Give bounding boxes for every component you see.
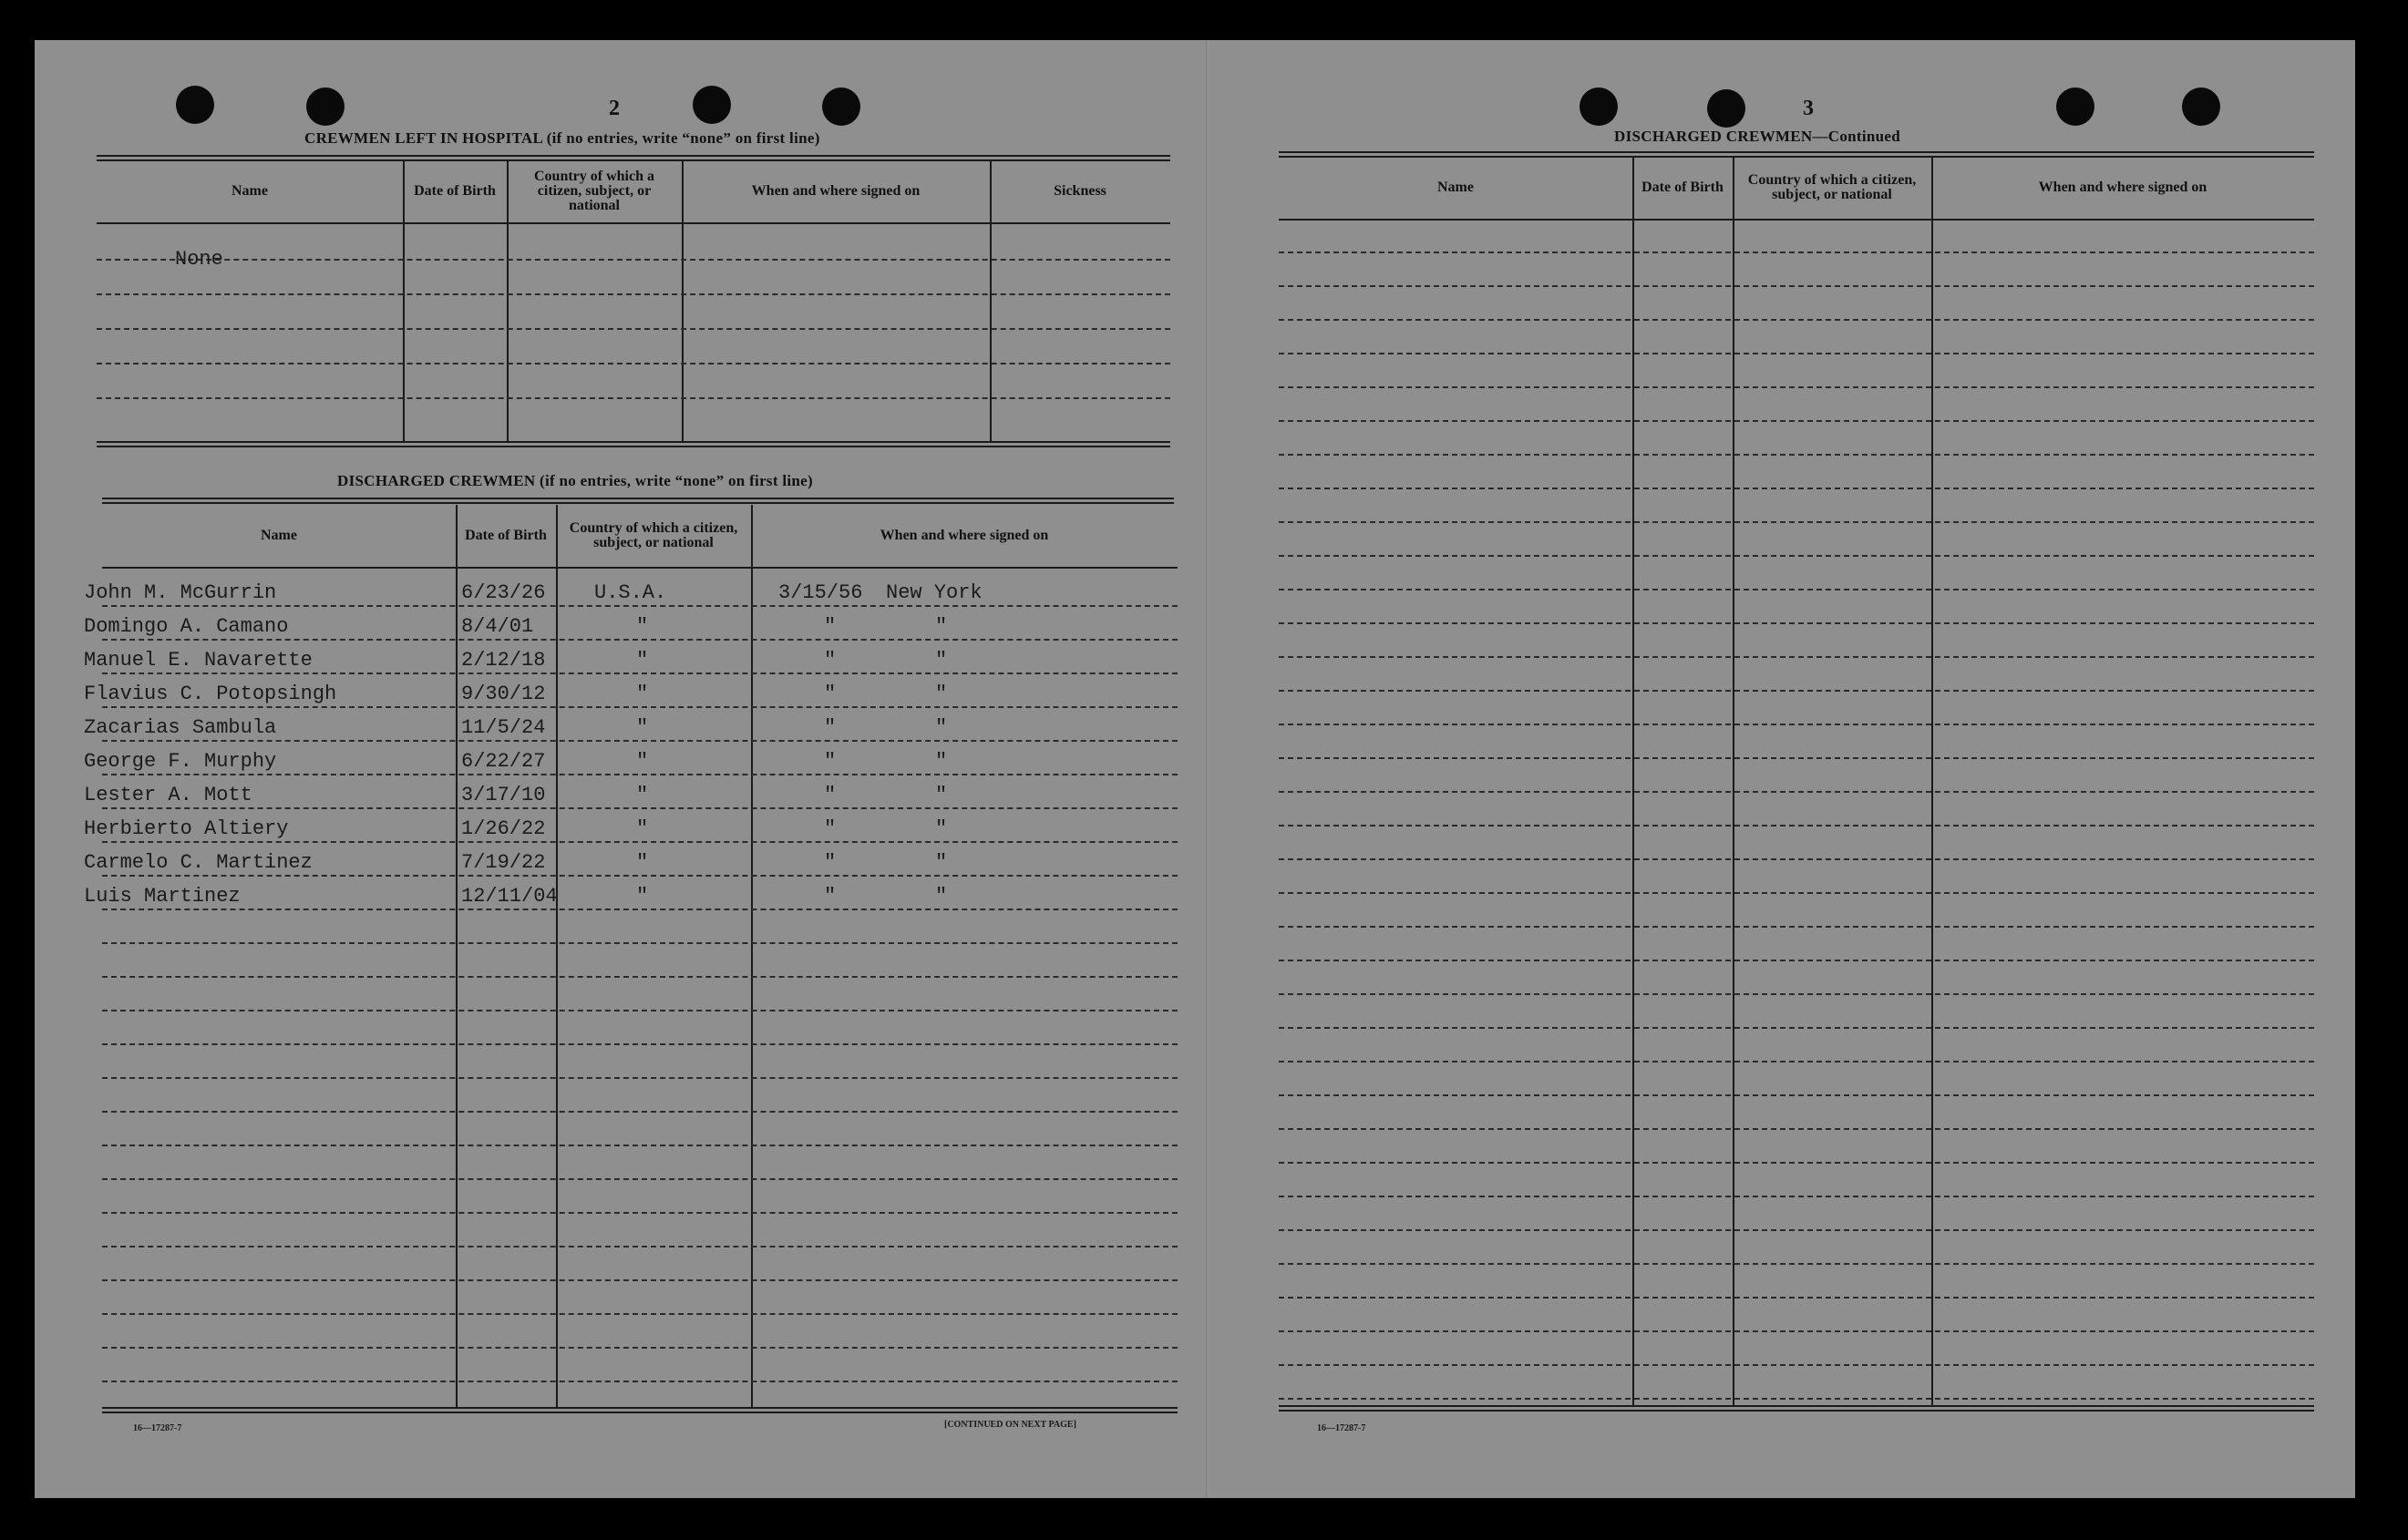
row-rule xyxy=(97,328,1170,330)
punch-hole xyxy=(693,86,731,124)
hospital-entry-name: None xyxy=(175,248,223,271)
row-rule xyxy=(1279,285,2314,287)
row-rule xyxy=(102,841,1178,843)
crewman-name: Flavius C. Potopsingh xyxy=(84,683,337,705)
row-rule xyxy=(1279,656,2314,658)
crewman-country: " xyxy=(636,817,649,840)
row-rule xyxy=(102,1043,1178,1045)
row-rule xyxy=(1279,420,2314,422)
page-number: 3 xyxy=(1803,97,1814,120)
row-rule xyxy=(102,976,1178,978)
crewman-dob: 6/23/26 xyxy=(461,581,546,604)
signed-on-place: " xyxy=(935,615,948,638)
signed-on-date: " xyxy=(824,817,837,840)
crewman-dob: 3/17/10 xyxy=(461,784,546,806)
row-rule xyxy=(1279,791,2314,793)
column-rule xyxy=(1733,157,1734,1405)
row-rule xyxy=(102,740,1178,742)
column-header: Name xyxy=(261,528,297,543)
signed-on-date: " xyxy=(824,716,837,739)
row-rule xyxy=(102,1212,1178,1214)
form-number: 16—17287-7 xyxy=(133,1423,182,1433)
continued-top-rule xyxy=(1279,151,2314,158)
row-rule xyxy=(102,1313,1178,1315)
row-rule xyxy=(97,293,1170,295)
crewman-country: " xyxy=(636,716,649,739)
signed-on-place: " xyxy=(935,885,948,908)
signed-on-date: " xyxy=(824,851,837,874)
column-header: Country of which a citizen, subject, or national xyxy=(1747,172,1917,202)
row-rule xyxy=(102,875,1178,877)
column-header: Country of which a citizen, subject, or national xyxy=(533,169,654,213)
crewman-name: Zacarias Sambula xyxy=(84,716,277,739)
table-bottom-rule xyxy=(102,1407,1178,1413)
signed-on-place: " xyxy=(935,784,948,806)
row-rule xyxy=(102,774,1178,775)
right-page xyxy=(1206,40,2355,1498)
row-rule xyxy=(1279,319,2314,321)
row-rule xyxy=(1279,353,2314,354)
row-rule xyxy=(1279,993,2314,995)
row-rule xyxy=(97,397,1170,399)
row-rule xyxy=(1279,386,2314,388)
signed-on-place: " xyxy=(935,683,948,705)
discharged-top-rule xyxy=(102,498,1174,504)
header-rule xyxy=(1279,219,2314,221)
punch-hole xyxy=(176,86,214,124)
row-rule xyxy=(1279,1061,2314,1063)
crewman-name: Carmelo C. Martinez xyxy=(84,851,313,874)
punch-hole xyxy=(306,87,345,126)
column-rule xyxy=(1931,157,1933,1405)
crewman-dob: 6/22/27 xyxy=(461,750,546,773)
column-header: Date of Birth xyxy=(1641,180,1724,195)
row-rule xyxy=(1279,521,2314,523)
continued-note: [CONTINUED ON NEXT PAGE] xyxy=(944,1420,1076,1430)
row-rule xyxy=(1279,1027,2314,1029)
signed-on-date: " xyxy=(824,649,837,672)
row-rule xyxy=(1279,589,2314,590)
signed-on-date: " xyxy=(824,615,837,638)
continued-section-title: DISCHARGED CREWMEN—Continued xyxy=(1614,128,1900,145)
crewman-dob: 2/12/18 xyxy=(461,649,546,672)
crewman-dob: 9/30/12 xyxy=(461,683,546,705)
row-rule xyxy=(1279,454,2314,456)
row-rule xyxy=(102,1111,1178,1113)
signed-on-date: " xyxy=(824,885,837,908)
row-rule xyxy=(1279,858,2314,860)
crewman-country: " xyxy=(636,851,649,874)
crewman-country: " xyxy=(636,784,649,806)
crewman-name: Lester A. Mott xyxy=(84,784,252,806)
row-rule xyxy=(102,1077,1178,1079)
signed-on-date: " xyxy=(824,750,837,773)
row-rule xyxy=(102,672,1178,674)
crewman-dob: 1/26/22 xyxy=(461,817,546,840)
document-sheet xyxy=(35,40,2355,1498)
punch-hole xyxy=(1580,87,1618,126)
row-rule xyxy=(102,706,1178,708)
row-rule xyxy=(1279,1330,2314,1332)
row-rule xyxy=(102,1347,1178,1349)
row-rule xyxy=(102,942,1178,944)
column-header: Name xyxy=(232,183,268,199)
row-rule xyxy=(102,1246,1178,1247)
row-rule xyxy=(1279,1398,2314,1400)
row-rule xyxy=(1279,555,2314,557)
crewman-dob: 7/19/22 xyxy=(461,851,546,874)
row-rule xyxy=(102,909,1178,910)
row-rule xyxy=(102,605,1178,607)
row-rule xyxy=(102,1010,1178,1011)
column-rule xyxy=(1632,157,1634,1405)
row-rule xyxy=(1279,1094,2314,1096)
crewman-country: U.S.A. xyxy=(594,581,667,604)
header-rule xyxy=(102,567,1178,569)
crewman-name: John M. McGurrin xyxy=(84,581,277,604)
row-rule xyxy=(1279,1162,2314,1164)
crewman-name: Domingo A. Camano xyxy=(84,615,289,638)
row-rule xyxy=(102,639,1178,641)
signed-on-date: " xyxy=(824,784,837,806)
table-bottom-rule xyxy=(97,441,1170,447)
crewman-country: " xyxy=(636,885,649,908)
crewman-country: " xyxy=(636,615,649,638)
crewman-name: George F. Murphy xyxy=(84,750,277,773)
row-rule xyxy=(1279,1364,2314,1366)
row-rule xyxy=(1279,926,2314,928)
left-page xyxy=(35,40,1206,1498)
signed-on-place: " xyxy=(935,750,948,773)
punch-hole xyxy=(822,87,860,126)
discharged-section-title: DISCHARGED CREWMEN (if no entries, write “none” on first line) xyxy=(337,472,813,489)
row-rule xyxy=(1279,488,2314,489)
punch-hole xyxy=(2182,87,2220,126)
row-rule xyxy=(1279,757,2314,759)
form-number: 16—17287-7 xyxy=(1317,1423,1366,1433)
signed-on-place: " xyxy=(935,649,948,672)
column-header: Country of which a citizen, subject, or national xyxy=(569,520,738,550)
signed-on-place: " xyxy=(935,716,948,739)
row-rule xyxy=(97,259,1170,261)
column-header: Name xyxy=(1437,180,1474,195)
row-rule xyxy=(1279,724,2314,725)
crewman-dob: 12/11/04 xyxy=(461,885,558,908)
row-rule xyxy=(102,1145,1178,1146)
signed-on-place: New York xyxy=(886,581,983,604)
row-rule xyxy=(1279,825,2314,826)
page-number: 2 xyxy=(609,97,620,120)
signed-on-place: " xyxy=(935,851,948,874)
column-header: Sickness xyxy=(1054,183,1106,199)
row-rule xyxy=(1279,1196,2314,1197)
column-header: Date of Birth xyxy=(414,183,496,199)
row-rule xyxy=(1279,892,2314,894)
signed-on-place: " xyxy=(935,817,948,840)
column-header: When and where signed on xyxy=(751,183,921,199)
row-rule xyxy=(1279,1229,2314,1231)
row-rule xyxy=(1279,1297,2314,1299)
crewman-name: Manuel E. Navarette xyxy=(84,649,313,672)
crewman-name: Herbierto Altiery xyxy=(84,817,289,840)
signed-on-date: " xyxy=(824,683,837,705)
punch-hole xyxy=(1707,89,1745,128)
signed-on-date: 3/15/56 xyxy=(778,581,863,604)
row-rule xyxy=(102,807,1178,809)
table-bottom-rule xyxy=(1279,1405,2314,1412)
crewman-dob: 8/4/01 xyxy=(461,615,534,638)
row-rule xyxy=(1279,622,2314,624)
column-header: When and where signed on xyxy=(880,528,1049,543)
header-rule xyxy=(97,222,1170,224)
hospital-top-rule xyxy=(97,155,1170,161)
crewman-country: " xyxy=(636,683,649,705)
crewman-dob: 11/5/24 xyxy=(461,716,546,739)
row-rule xyxy=(102,1279,1178,1281)
row-rule xyxy=(1279,1263,2314,1265)
row-rule xyxy=(97,363,1170,364)
crewman-name: Luis Martinez xyxy=(84,885,241,908)
hospital-section-title: CREWMEN LEFT IN HOSPITAL (if no entries, write “none” on first line) xyxy=(304,129,820,147)
row-rule xyxy=(102,1381,1178,1382)
row-rule xyxy=(1279,252,2314,253)
crewman-country: " xyxy=(636,750,649,773)
row-rule xyxy=(1279,1128,2314,1130)
column-header: Date of Birth xyxy=(465,528,547,543)
column-header: When and where signed on xyxy=(2038,180,2207,195)
row-rule xyxy=(1279,960,2314,961)
crewman-country: " xyxy=(636,649,649,672)
punch-hole xyxy=(2056,87,2094,126)
row-rule xyxy=(1279,690,2314,692)
row-rule xyxy=(102,1178,1178,1180)
